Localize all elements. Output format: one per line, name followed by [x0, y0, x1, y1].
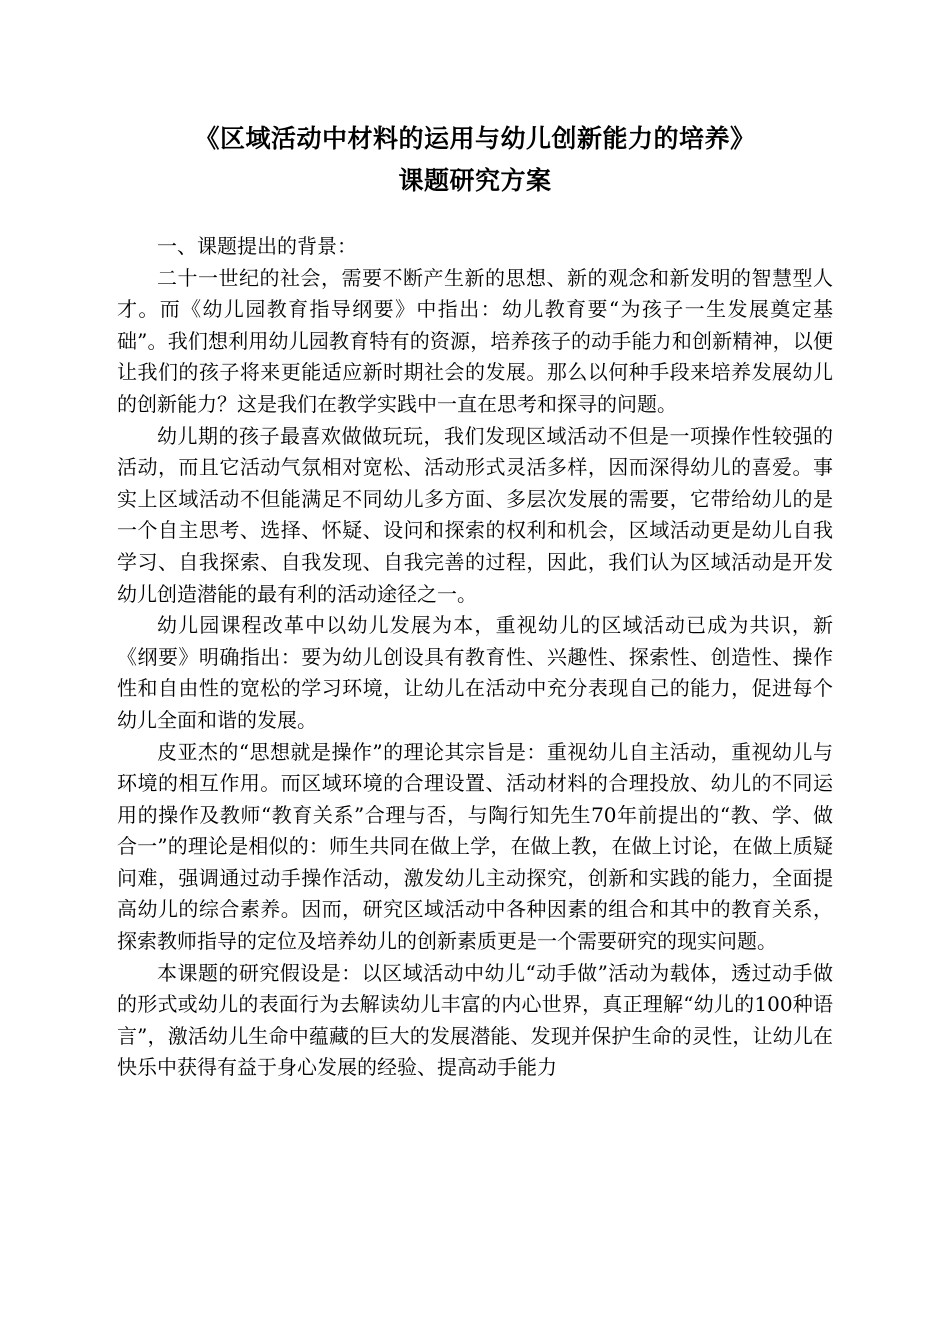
- document-title: 《区域活动中材料的运用与幼儿创新能力的培养》: [194, 124, 756, 153]
- section-heading-background: 一、课题提出的背景：: [157, 234, 357, 258]
- paragraph-5: 本课题的研究假设是：以区域活动中幼儿“动手做”活动为载体，透过动手做的形式或幼儿的表面行为去解读幼儿丰富的内心世界，真正理解“幼儿的100种语言”，激活幼儿生命中蕴藏的巨大的发展潜能、发现并保护生命的灵性，让幼儿在快乐中获得有益于身心发展的经验、提高动手能力: [117, 960, 833, 1080]
- paragraph-4: 皮亚杰的“思想就是操作”的理论其宗旨是：重视幼儿自主活动，重视幼儿与环境的相互作用。而区域环境的合理设置、活动材料的合理投放、幼儿的不同运用的操作及教师“教育关系”合理与否，与陶行知先生70年前提出的“教、学、做合一”的理论是相似的：师生共同在做上学，在做上教，在做上讨论，在做上质疑问难，强调通过动手操作活动，激发幼儿主动探究，创新和实践的能力，全面提高幼儿的综合素养。因而，研究区域活动中各种因素的组合和其中的教育关系，探索教师指导的定位及培养幼儿的创新素质更是一个需要研究的现实问题。: [117, 739, 833, 954]
- document-body: [117, 231, 833, 1084]
- paragraph-2: 幼儿期的孩子最喜欢做做玩玩，我们发现区域活动不但是一项操作性较强的活动，而且它活动气氛相对宽松、活动形式灵活多样，因而深得幼儿的喜爱。事实上区域活动不但能满足不同幼儿多方面、多层次发展的需要，它带给幼儿的是一个自主思考、选择、怀疑、设问和探索的权利和机会，区域活动更是幼儿自我学习、自我探索、自我发现、自我完善的过程，因此，我们认为区域活动是开发幼儿创造潜能的最有利的活动途径之一。: [117, 423, 833, 606]
- document-subtitle: 课题研究方案: [398, 166, 552, 195]
- title-block: [0, 118, 950, 202]
- paragraph-3: 幼儿园课程改革中以幼儿发展为本，重视幼儿的区域活动已成为共识，新《纲要》明确指出：要为幼儿创设具有教育性、兴趣性、探索性、创造性、操作性和自由性的宽松的学习环境，让幼儿在活动中充分表现自己的能力，促进每个幼儿全面和谐的发展。: [117, 613, 833, 732]
- paragraph-1: 二十一世纪的社会，需要不断产生新的思想、新的观念和新发明的智慧型人才。而《幼儿园教育指导纲要》中指出：幼儿教育要“为孩子一生发展奠定基础”。我们想利用幼儿园教育特有的资源，培养孩子的动手能力和创新精神，以便让我们的孩子将来更能适应新时期社会的发展。那么以何种手段来培养发展幼儿的创新能力？这是我们在教学实践中一直在思考和探寻的问题。: [117, 265, 833, 416]
